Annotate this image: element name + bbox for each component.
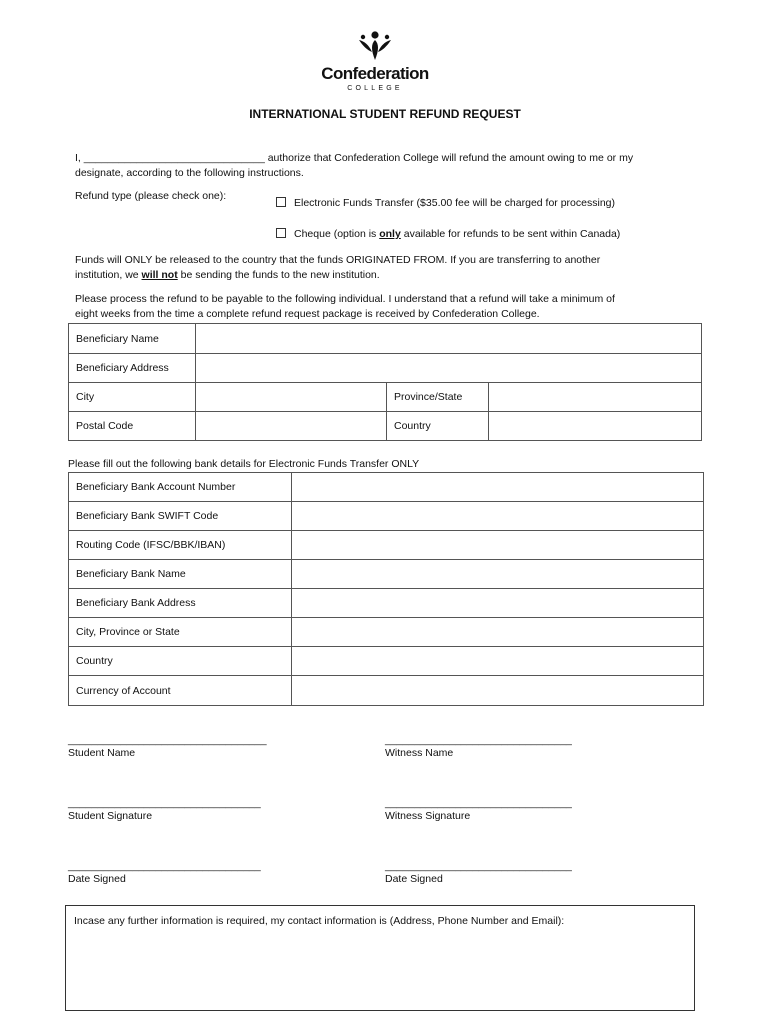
cheque-option-label-pre: Cheque (option is — [294, 228, 380, 240]
postal-code-field[interactable] — [196, 412, 387, 441]
student-name-line[interactable]: __________________________________ — [68, 734, 267, 746]
table-row — [69, 618, 704, 647]
process-note-line-1: Please process the refund to be payable to the following individual. I understand that a refund will take a minimum of — [75, 293, 615, 305]
student-signature-label: Student Signature — [68, 810, 153, 822]
table-row — [69, 502, 704, 531]
routing-code-field[interactable] — [292, 531, 704, 560]
bank-account-number-field[interactable] — [292, 473, 704, 502]
eft-option-label: Electronic Funds Transfer ($35.00 fee will be charged for processing) — [294, 197, 615, 209]
funds-note-pre: institution, we — [75, 269, 142, 281]
city-field[interactable] — [196, 383, 387, 412]
postal-code-label: Postal Code — [69, 412, 196, 441]
bank-account-number-label: Beneficiary Bank Account Number — [69, 473, 292, 502]
student-signature-line[interactable]: _________________________________ — [68, 797, 261, 809]
table-row — [69, 412, 702, 441]
funds-note-line-1: Funds will ONLY be released to the country that the funds ORIGINATED FROM. If you are transferring to another — [75, 254, 601, 266]
beneficiary-name-label: Beneficiary Name — [69, 324, 196, 354]
intro-line-1: I, _______________________________ authorize that Confederation College will refund the amount owing to me or my — [75, 152, 634, 164]
table-row — [69, 383, 702, 412]
table-row — [69, 589, 704, 618]
funds-note-line-2 — [75, 268, 380, 283]
bank-country-label: Country — [69, 647, 292, 676]
city-label: City — [69, 383, 196, 412]
funds-note-emphasis: will not — [141, 269, 178, 281]
country-label: Country — [387, 412, 489, 441]
process-note-line-2: eight weeks from the time a complete refund request package is received by Confederation College. — [75, 308, 540, 320]
witness-name-label: Witness Name — [385, 747, 454, 759]
routing-code-label: Routing Code (IFSC/BBK/IBAN) — [69, 531, 292, 560]
bank-address-label: Beneficiary Bank Address — [69, 589, 292, 618]
currency-field[interactable] — [292, 676, 704, 706]
logo-subtitle: COLLEGE — [347, 85, 403, 92]
beneficiary-address-label: Beneficiary Address — [69, 354, 196, 383]
witness-signature-label: Witness Signature — [385, 810, 471, 822]
funds-note-post: be sending the funds to the new institution. — [177, 269, 380, 281]
witness-signature-line[interactable]: ________________________________ — [385, 797, 572, 809]
bank-city-field[interactable] — [292, 618, 704, 647]
bank-swift-code-field[interactable] — [292, 502, 704, 531]
bank-country-field[interactable] — [292, 647, 704, 676]
bank-name-label: Beneficiary Bank Name — [69, 560, 292, 589]
beneficiary-name-field[interactable] — [196, 324, 702, 354]
table-row — [69, 647, 704, 676]
table-row — [69, 354, 702, 383]
table-row — [69, 324, 702, 354]
witness-date-label: Date Signed — [385, 873, 443, 885]
beneficiary-table — [68, 323, 702, 441]
bank-address-field[interactable] — [292, 589, 704, 618]
cheque-option-emphasis: only — [379, 228, 401, 240]
college-logo — [300, 30, 450, 96]
contact-info-prompt: Incase any further information is required, my contact information is (Address, Phone Number and Email): — [74, 915, 565, 927]
student-date-label: Date Signed — [68, 873, 126, 885]
table-row — [69, 531, 704, 560]
contact-info-box[interactable] — [65, 905, 695, 1011]
logo-wordmark: Confederation — [321, 64, 429, 83]
eft-checkbox[interactable] — [276, 197, 286, 207]
bank-city-label: City, Province or State — [69, 618, 292, 647]
witness-name-line[interactable]: ________________________________ — [385, 734, 572, 746]
table-row — [69, 560, 704, 589]
bank-name-field[interactable] — [292, 560, 704, 589]
intro-line-2: designate, according to the following instructions. — [75, 167, 304, 179]
page-title: INTERNATIONAL STUDENT REFUND REQUEST — [249, 107, 521, 121]
refund-type-label: Refund type (please check one): — [75, 190, 227, 202]
witness-date-line[interactable]: ________________________________ — [385, 860, 572, 872]
currency-label: Currency of Account — [69, 676, 292, 706]
cheque-checkbox[interactable] — [276, 228, 286, 238]
province-field[interactable] — [489, 383, 702, 412]
table-row — [69, 473, 704, 502]
bank-details-table — [68, 472, 704, 706]
student-name-label: Student Name — [68, 747, 136, 759]
table-row — [69, 676, 704, 706]
beneficiary-address-field[interactable] — [196, 354, 702, 383]
bank-swift-code-label: Beneficiary Bank SWIFT Code — [69, 502, 292, 531]
student-date-line[interactable]: _________________________________ — [68, 860, 261, 872]
confederation-college-emblem-icon — [355, 30, 395, 64]
bank-section-heading: Please fill out the following bank details for Electronic Funds Transfer ONLY — [68, 458, 420, 470]
province-label: Province/State — [387, 383, 489, 412]
refund-option-cheque[interactable] — [276, 227, 620, 242]
cheque-option-label-post: available for refunds to be sent within Canada) — [400, 228, 621, 240]
country-field[interactable] — [489, 412, 702, 441]
refund-option-eft[interactable] — [276, 196, 615, 211]
